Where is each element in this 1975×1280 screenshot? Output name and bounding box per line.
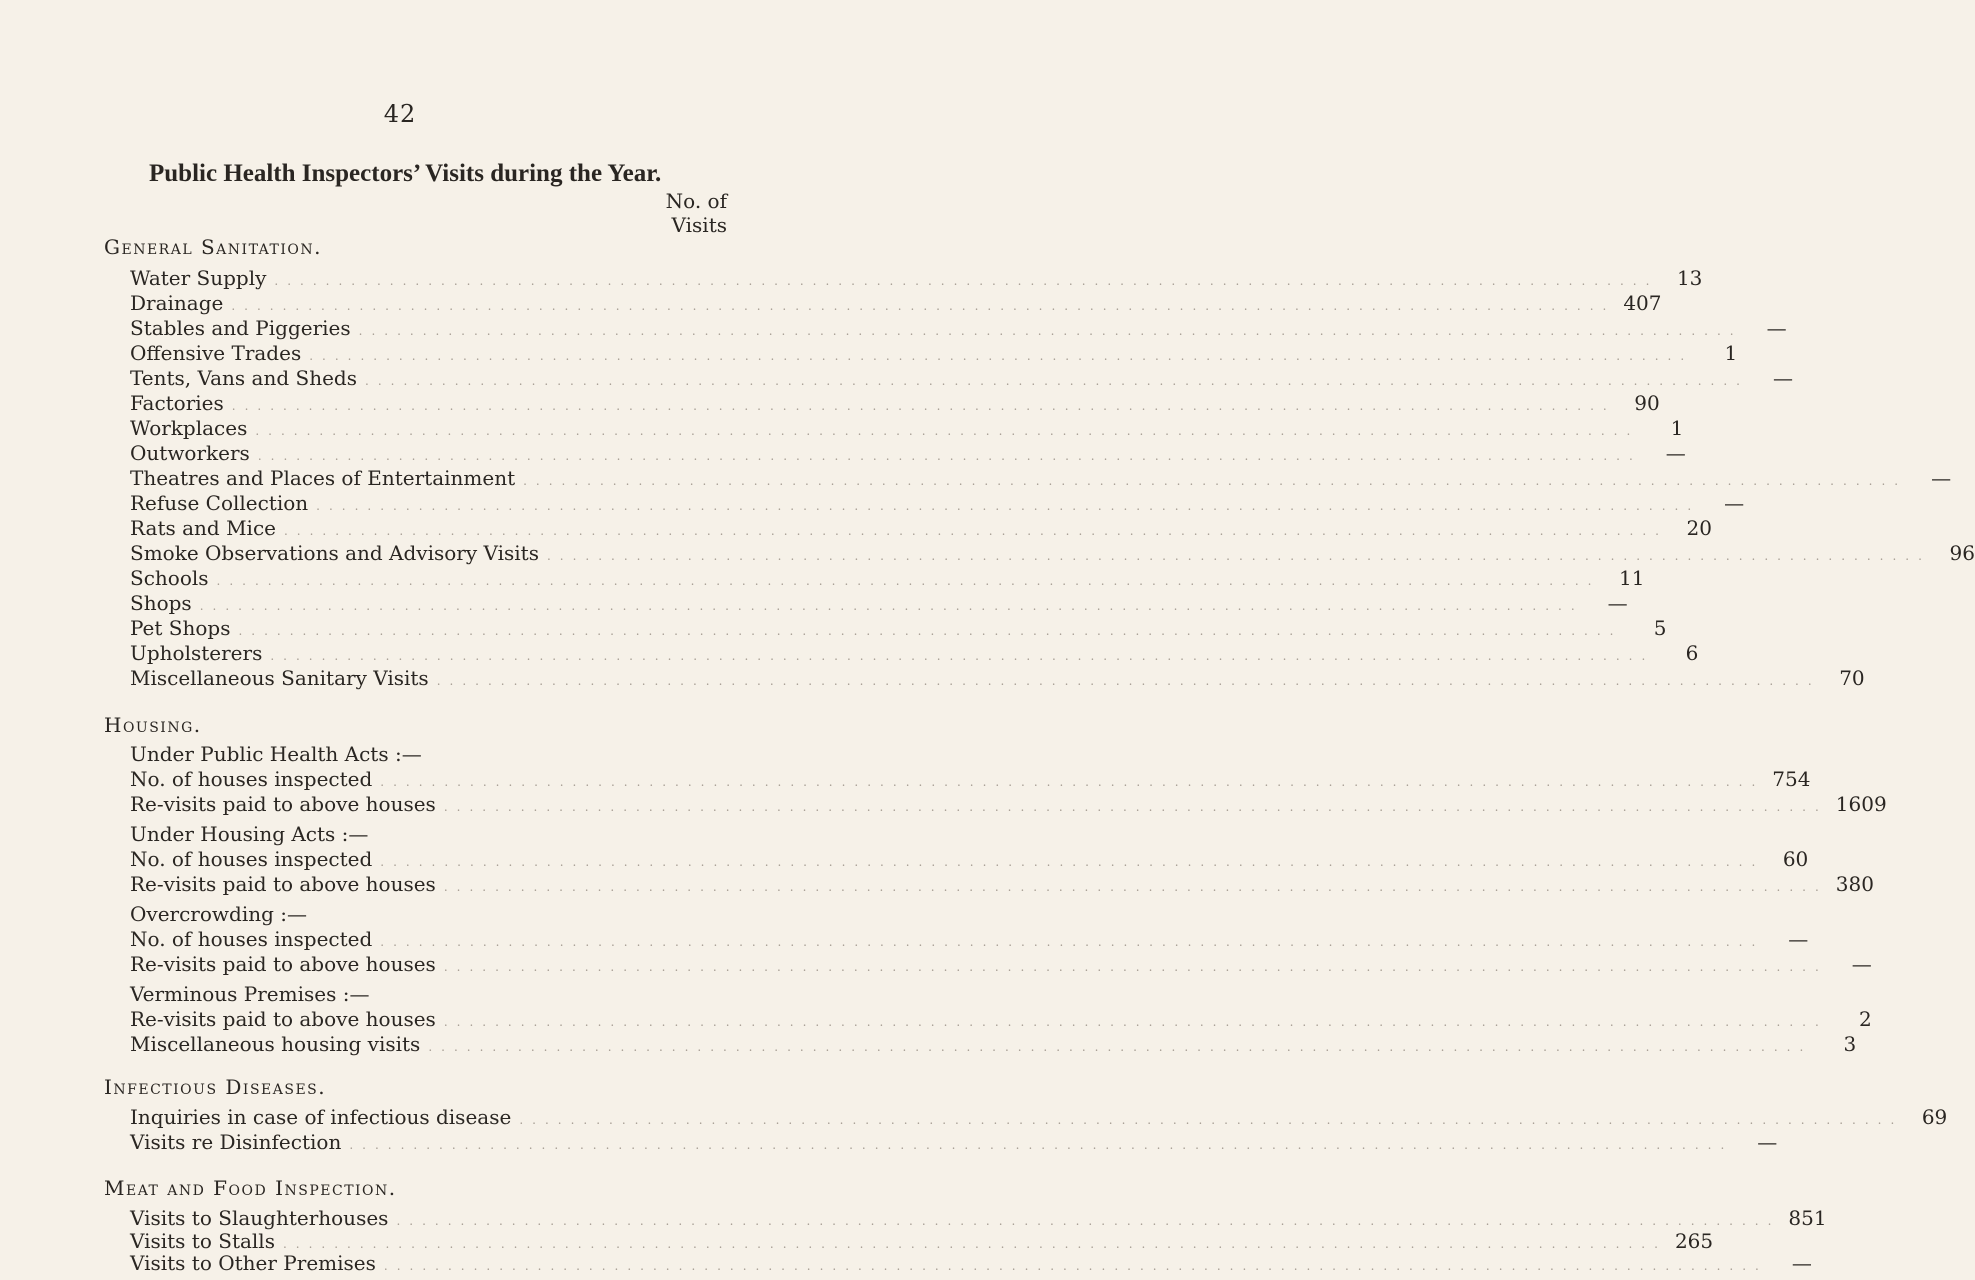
section-general-sanitation [104,235,322,259]
row-label: Re-visits paid to above houses [130,1007,436,1031]
table-row [130,465,1952,492]
row-value: — [1665,441,1686,465]
dot-leader: ............................................................................................................ [349,1138,1734,1152]
row-label: No. of houses inspected [130,927,373,951]
row-label: Visits to Other Premises [130,1251,376,1275]
row-label: Re-visits paid to above houses [130,792,436,816]
row-label: No. of houses inspected [130,767,373,791]
table-row [130,640,1699,667]
row-value: 3 [1843,1032,1857,1056]
row-label: Shops [130,591,192,615]
row-label: Offensive Trades [130,341,302,365]
row-value: — [1851,952,1872,976]
section-infectious-diseases [104,1075,326,1099]
row-value: 851 [1788,1206,1827,1230]
table-row [130,440,1686,467]
row-value: 380 [1835,872,1874,896]
dot-leader: ............................................................................................................ [383,1259,1768,1273]
row-value: 5 [1653,616,1667,640]
table-row [130,590,1628,617]
row-label: Visits to Slaughterhouses [130,1206,389,1230]
dot-leader: ............................................................................................................ [428,1040,1813,1054]
row-value: 265 [1674,1229,1714,1253]
table-row [130,540,1975,567]
row-value: 1 [1724,341,1738,365]
dot-leader: ............................................................................................................ [523,474,1908,488]
section-meat-food-inspection [104,1176,397,1200]
row-label: Water Supply [130,266,267,290]
subheading-verminous-premises: Verminous Premises :— [130,982,370,1006]
row-label: Rats and Mice [130,516,276,540]
row-value: — [1766,316,1787,340]
table-row [130,791,1887,818]
row-value: 13 [1676,266,1703,290]
dot-leader: ............................................................................................................ [283,524,1668,538]
dot-leader: ............................................................................................................ [380,855,1765,869]
row-label: Schools [130,566,209,590]
table-row [130,871,1874,898]
row-value: — [1772,366,1793,390]
dot-leader: ............................................................................................................ [396,1214,1781,1228]
page-number: 42 [383,100,417,128]
row-label: Pet Shops [130,616,231,640]
table-row [130,1129,1778,1156]
row-value: 407 [1623,291,1662,315]
row-label: Drainage [130,291,224,315]
row-label: Factories [130,391,224,415]
table-row [130,1250,1812,1277]
row-value: 11 [1619,566,1645,590]
row-label: Re-visits paid to above houses [130,952,436,976]
row-label: Miscellaneous housing visits [130,1032,421,1056]
section-housing [104,713,202,737]
dot-leader: ............................................................................................................ [380,935,1765,949]
table-row [130,766,1811,793]
table-row [130,1104,1948,1131]
row-value: 96 [1949,541,1975,565]
subheading-overcrowding: Overcrowding :— [130,902,307,926]
dot-leader: ............................................................................................................ [216,574,1601,588]
section-heading: Meat and Food Inspection. [104,1176,397,1200]
row-value: 754 [1772,767,1811,791]
table-row [130,1006,1872,1033]
table-row [130,265,1703,292]
table-row [130,415,1684,442]
section-heading: General Sanitation. [104,235,322,259]
dot-leader: ............................................................................................................ [231,299,1616,313]
row-value: 1 [1670,416,1684,440]
row-value: — [1724,491,1745,515]
table-row [130,315,1787,342]
dot-leader: ............................................................................................................ [316,499,1701,513]
row-label: Smoke Observations and Advisory Visits [130,541,539,565]
table-row [130,615,1667,642]
row-value: 70 [1839,666,1865,690]
dot-leader: ............................................................................................................ [282,1237,1667,1251]
dot-leader: ............................................................................................................ [231,399,1616,413]
row-label: Re-visits paid to above houses [130,872,436,896]
row-value: — [1607,591,1628,615]
row-label: Upholsterers [130,641,263,665]
row-value: — [1931,466,1952,490]
table-row [130,926,1809,953]
dot-leader: ............................................................................................................ [199,599,1584,613]
dot-leader: ............................................................................................................ [443,880,1828,894]
dot-leader: ............................................................................................................ [443,1015,1828,1029]
row-label: Visits to Stalls [130,1229,275,1253]
page-title: Public Health Inspectors’ Visits during the Year. [149,160,662,187]
dot-leader: ............................................................................................................ [257,449,1642,463]
dot-leader: ............................................................................................................ [358,324,1743,338]
row-label: Theatres and Places of Entertainment [130,466,516,490]
table-row [130,390,1660,417]
row-value: 6 [1685,641,1699,665]
dot-leader: ............................................................................................................ [270,649,1655,663]
row-value: 1609 [1835,792,1887,816]
row-value: — [1791,1251,1812,1275]
dot-leader: ............................................................................................................ [380,775,1765,789]
table-row [130,1031,1857,1058]
table-row [130,290,1662,317]
row-value: 90 [1634,391,1660,415]
dot-leader: ............................................................................................................ [365,374,1749,388]
dot-leader: ............................................................................................................ [255,424,1640,438]
dot-leader: ............................................................................................................ [309,349,1694,363]
table-row [130,340,1738,367]
dot-leader: ............................................................................................................ [238,624,1623,638]
row-label: Outworkers [130,441,250,465]
row-label: Inquiries in case of infectious disease [130,1105,512,1129]
row-value: — [1788,927,1809,951]
table-row [130,665,1865,692]
dot-leader: ............................................................................................................ [443,800,1828,814]
row-value: — [1757,1130,1778,1154]
row-value: 60 [1782,847,1809,871]
column-header-line2: Visits [671,213,727,237]
table-row [130,365,1793,392]
row-label: Miscellaneous Sanitary Visits [130,666,429,690]
row-value: 69 [1921,1105,1948,1129]
table-row [130,846,1809,873]
dot-leader: ............................................................................................................ [443,960,1828,974]
section-heading: Infectious Diseases. [104,1075,327,1099]
row-label: Refuse Collection [130,491,309,515]
table-row [130,515,1712,542]
row-label: Visits re Disinfection [130,1130,342,1154]
row-label: Tents, Vans and Sheds [130,366,358,390]
dot-leader: ............................................................................................................ [519,1113,1904,1127]
dot-leader: ............................................................................................................ [546,549,1931,563]
row-label: No. of houses inspected [130,847,373,871]
dot-leader: ............................................................................................................ [274,274,1659,288]
table-row [130,490,1745,517]
table-row [130,565,1645,592]
row-label: Stables and Piggeries [130,316,351,340]
column-header-line1: No. of [665,189,727,213]
row-label: Workplaces [130,416,248,440]
subheading-public-health-acts: Under Public Health Acts :— [130,742,422,766]
section-heading: Housing. [104,713,202,737]
dot-leader: ............................................................................................................ [436,674,1821,688]
row-value: 20 [1686,516,1712,540]
row-value: 2 [1859,1007,1872,1031]
subheading-housing-acts: Under Housing Acts :— [130,822,369,846]
table-row [130,951,1872,978]
